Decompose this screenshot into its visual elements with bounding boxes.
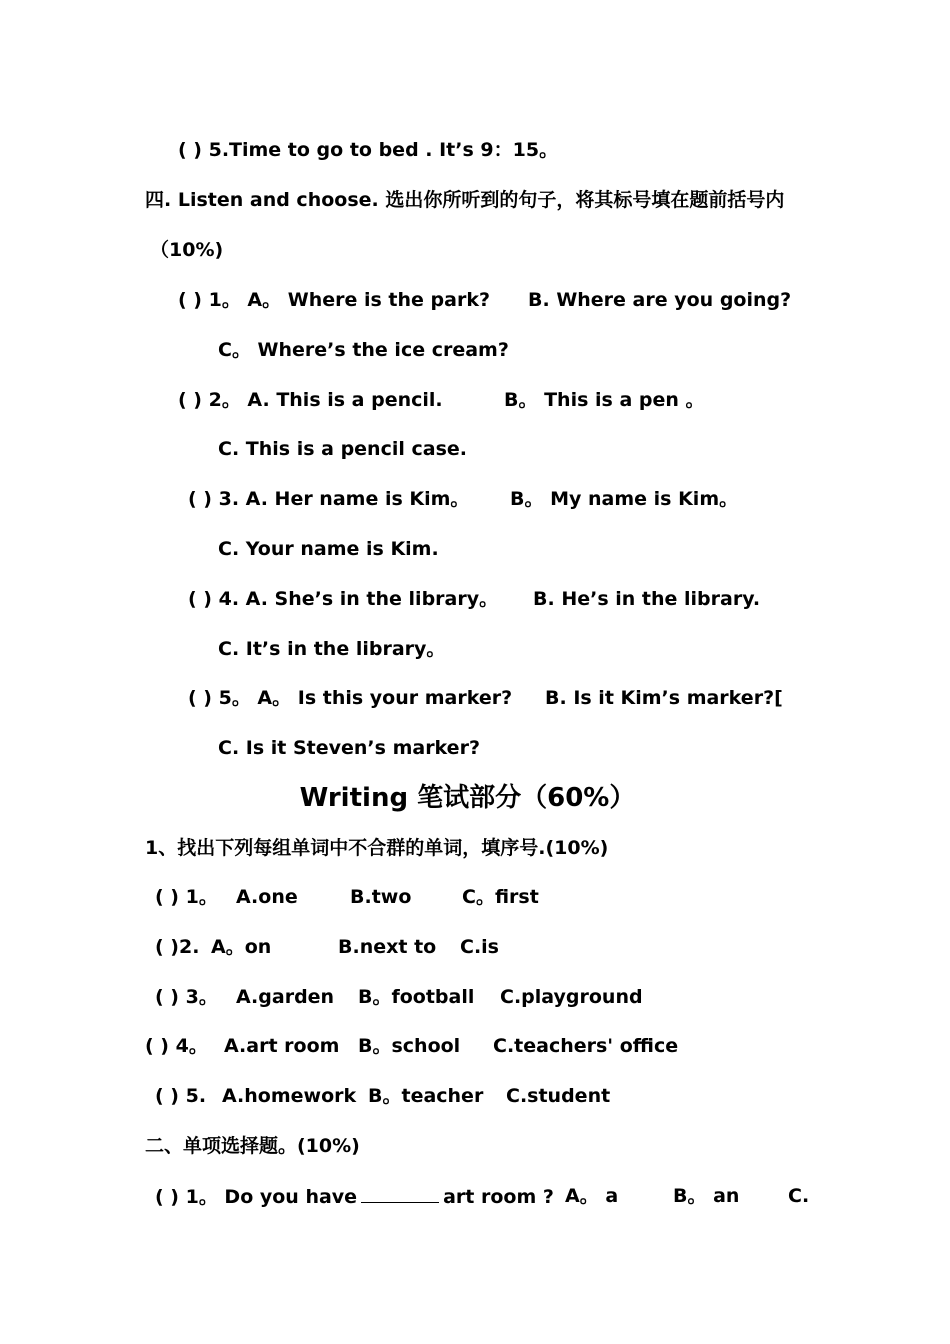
part1-item-5-a: A.homework (222, 1085, 357, 1107)
part2-header: 二、单项选择题。(10%) (145, 1135, 360, 1157)
part1-item-4-c: C.teachers' office (493, 1035, 679, 1057)
part1-item-2-c: C.is (460, 936, 499, 958)
part1-item-1-b: B.two (350, 886, 412, 908)
listen-question-4-a: ( ) 4. A. She’s in the library。 (188, 588, 499, 610)
part1-item-3-prefix: ( ) 3。 (155, 986, 218, 1008)
part2-question-1 (155, 1184, 554, 1209)
part1-item-1-c: C。first (462, 886, 539, 908)
listen-question-3-c: C. Your name is Kim. (218, 538, 439, 560)
part2-q1-prefix: ( ) 1。 Do you have (155, 1186, 358, 1208)
part1-item-1-a: A.one (236, 886, 298, 908)
part2-q1-option-a: A。 a (565, 1185, 619, 1207)
listen-question-5-b: B. Is it Kim’s marker?[ (545, 687, 783, 709)
listen-question-2-b: B。 This is a pen 。 (504, 389, 705, 411)
part1-header: 1、找出下列每组单词中不合群的单词，填序号.(10%) (145, 837, 609, 859)
part1-item-1-prefix: ( ) 1。 (155, 886, 218, 908)
listen-question-1-a: ( ) 1。 A。 Where is the park? (178, 289, 490, 311)
part2-q1-option-c: C. (788, 1185, 810, 1207)
listen-question-2-c: C. This is a pencil case. (218, 438, 467, 460)
listen-question-1-c: C。 Where’s the ice cream? (218, 339, 509, 361)
part1-item-2-prefix: ( )2. (155, 936, 200, 958)
listen-question-4-b: B. He’s in the library. (533, 588, 761, 610)
part1-item-3-c: C.playground (500, 986, 643, 1008)
listen-question-3-b: B。 My name is Kim。 (510, 488, 739, 510)
part1-item-5-c: C.student (506, 1085, 611, 1107)
part1-item-4-a: A.art room (224, 1035, 340, 1057)
listen-question-1-b: B. Where are you going? (528, 289, 792, 311)
part1-item-3-a: A.garden (236, 986, 335, 1008)
listen-question-2-a: ( ) 2。 A. This is a pencil. (178, 389, 443, 411)
part2-q1-suffix: art room ? (443, 1186, 554, 1208)
part1-item-2-b: B.next to (338, 936, 437, 958)
section4-header: 四. Listen and choose. 选出你所听到的句子，将其标号填在题前括号内 (145, 189, 785, 211)
part1-item-3-b: B。football (358, 986, 475, 1008)
listen-question-5-a: ( ) 5。 A。 Is this your marker? (188, 687, 513, 709)
listen-question-5-c: C. Is it Steven’s marker? (218, 737, 480, 759)
part1-item-4-prefix: ( ) 4。 (145, 1035, 208, 1057)
section4-score: （10%) (150, 239, 224, 261)
part2-q1-option-b: B。 an (673, 1185, 740, 1207)
listen-question-4-c: C. It’s in the library。 (218, 638, 446, 660)
part1-item-5-b: B。teacher (368, 1085, 484, 1107)
part1-item-5-prefix: ( ) 5. (155, 1085, 207, 1107)
part1-item-4-b: B。school (358, 1035, 461, 1057)
listening-q5-line: ( ) 5.Time to go to bed . It’s 9：15。 (178, 139, 559, 161)
answer-blank[interactable] (361, 1184, 439, 1203)
writing-section-title: Writing 笔试部分（60%） (299, 783, 636, 813)
part1-item-2-a: A。on (211, 936, 272, 958)
listen-question-3-a: ( ) 3. A. Her name is Kim。 (188, 488, 470, 510)
